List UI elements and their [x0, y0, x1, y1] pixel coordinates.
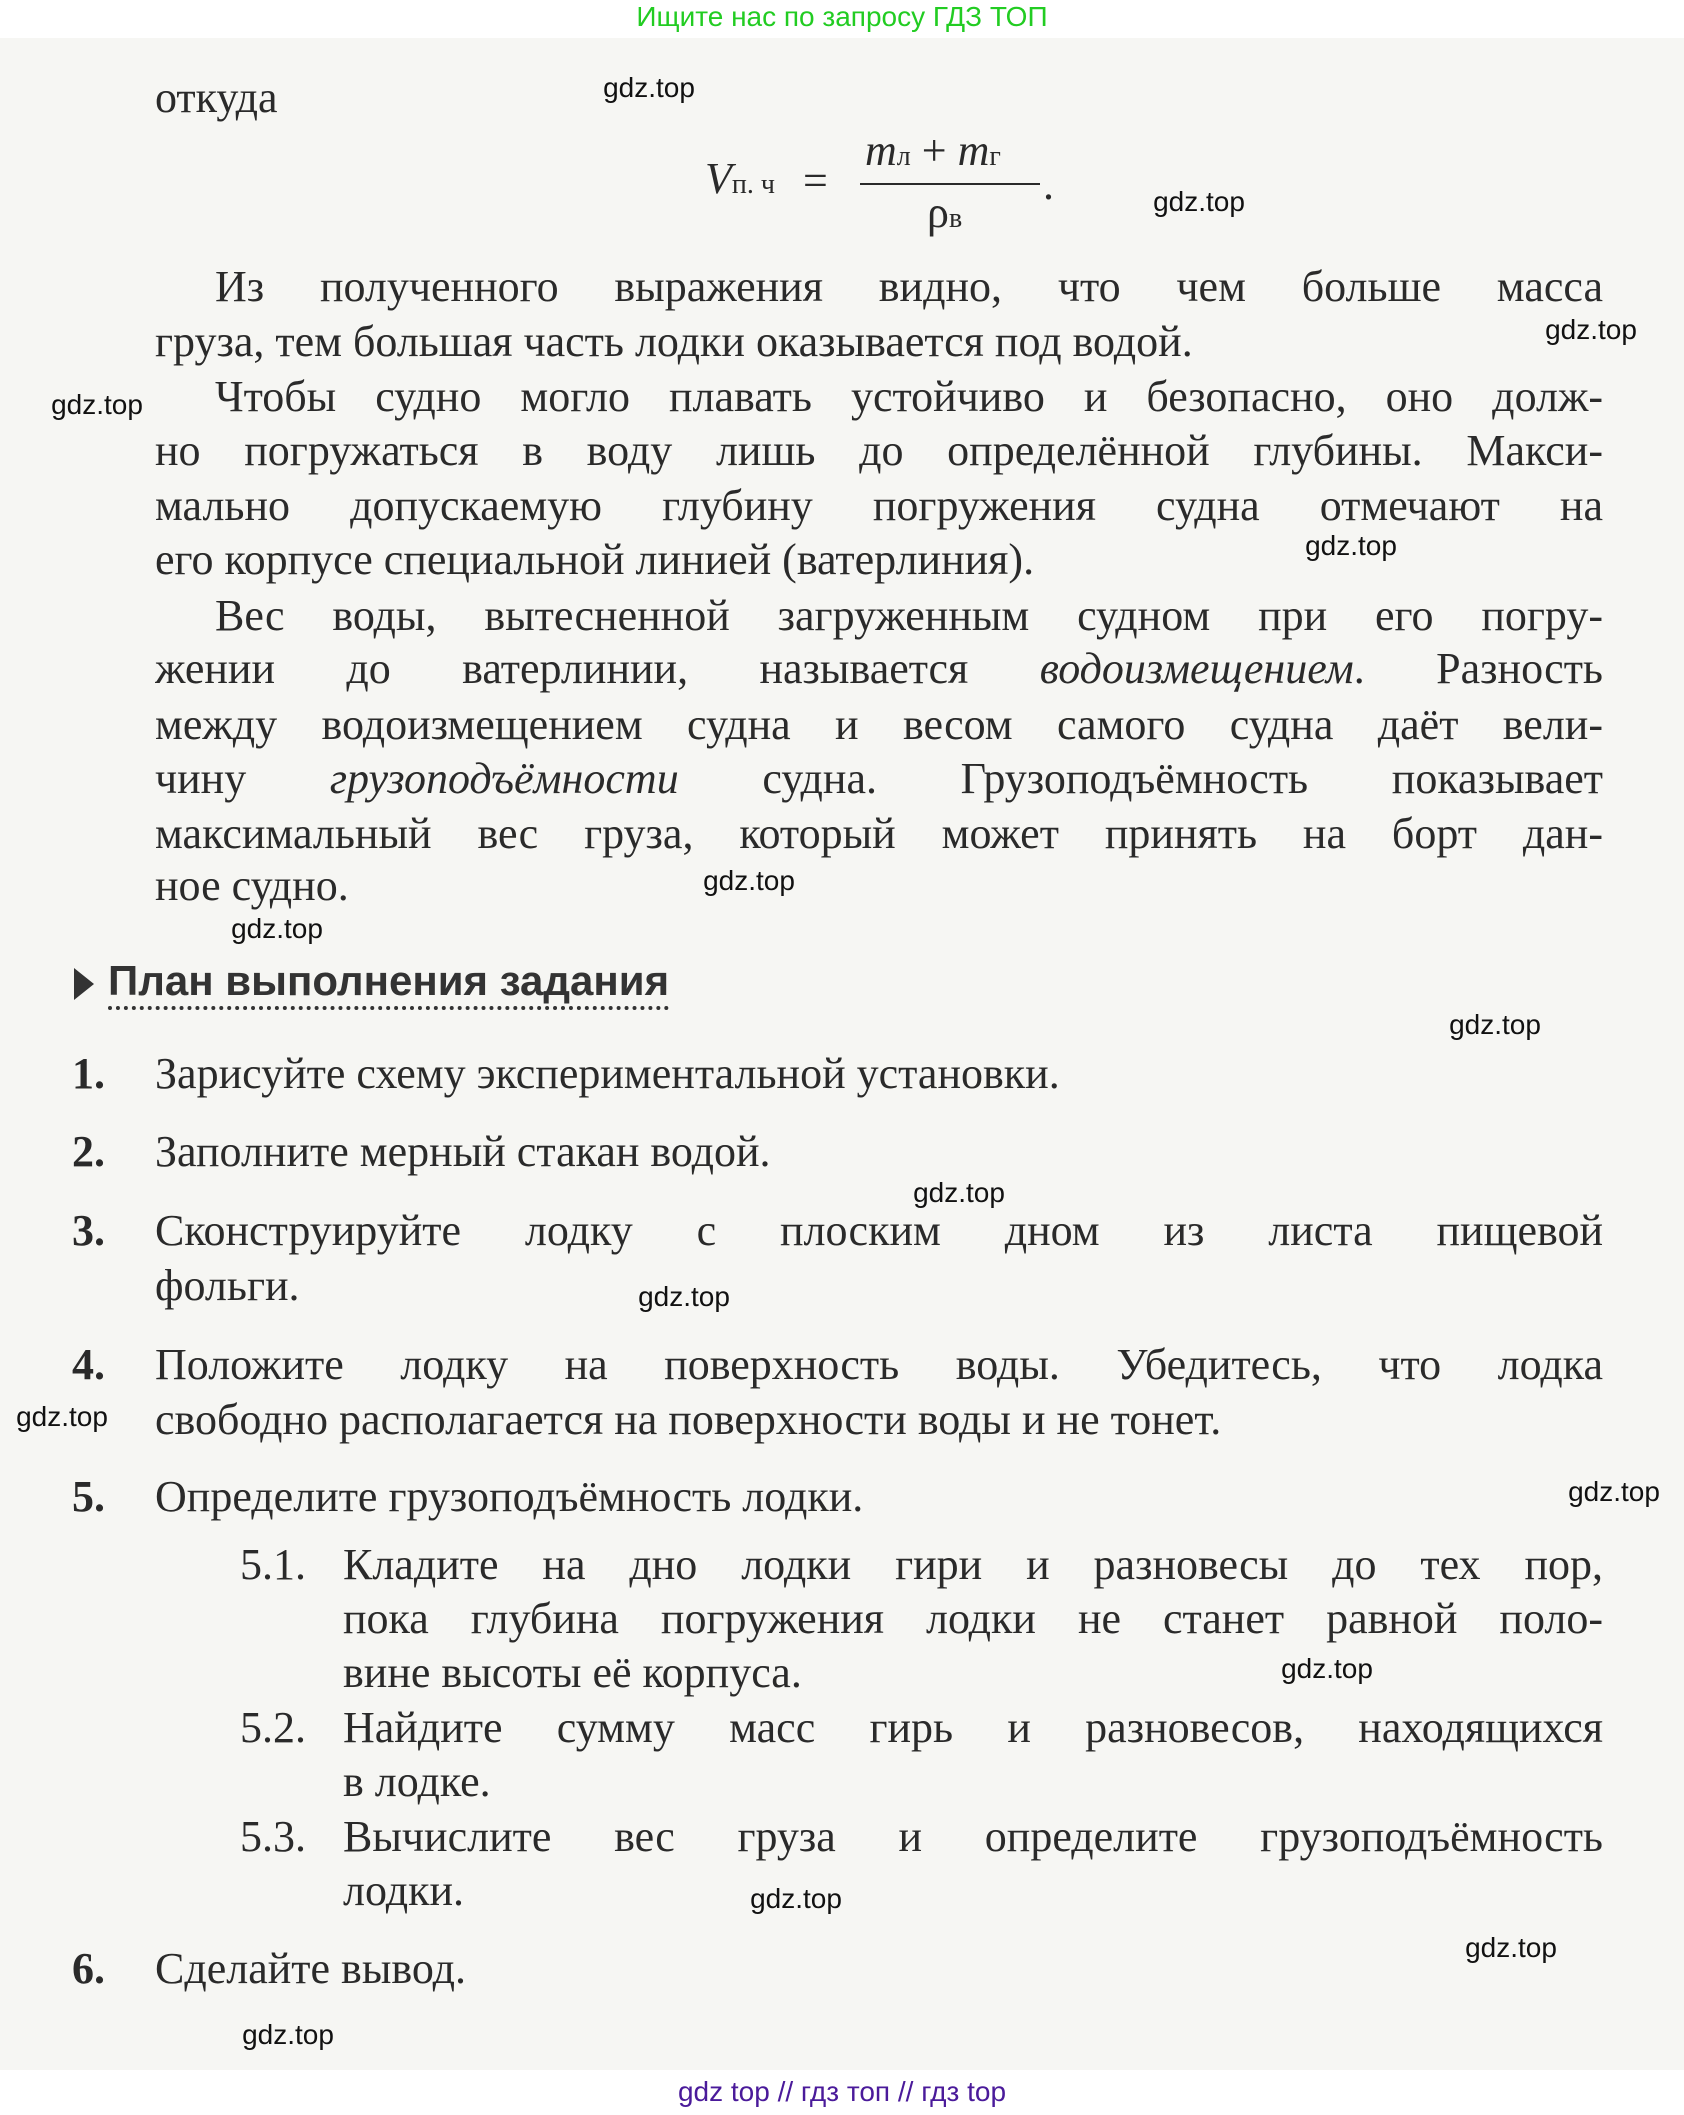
term-capacity: грузоподъёмности [329, 754, 679, 803]
watermark: gdz.top [703, 865, 795, 896]
footer-links: gdz top // гдз топ // гдз top [677, 2076, 1007, 2107]
step-number: 3. [72, 1206, 105, 1255]
paragraph-line: Чтобы судно могло плавать устойчиво и безопасно, оно долж- [215, 372, 1603, 421]
step-number: 2. [72, 1127, 105, 1176]
paragraph-line: мально допускаемую глубину погружения судна отмечают на [155, 481, 1603, 530]
step-text: Сделайте вывод. [155, 1944, 466, 1993]
watermark: gdz.top [1449, 1009, 1541, 1040]
substep-number: 5.3. [240, 1812, 306, 1861]
paragraph-line: Вес воды, вытесненной загруженным судном при его погру- [215, 591, 1603, 640]
watermark: gdz.top [242, 2019, 334, 2050]
step-text: Определите грузоподъёмность лодки. [155, 1472, 864, 1521]
formula-denominator: ρв [927, 188, 963, 237]
watermark: gdz.top [913, 1177, 1005, 1208]
formula [705, 125, 1065, 235]
formula-lhs: Vп. ч [705, 154, 775, 203]
step-number: 6. [72, 1944, 105, 1993]
paragraph-line: чину грузоподъёмности судна. Грузоподъёмность показывает [155, 754, 1603, 803]
paragraph-line: ное судно. [155, 861, 349, 910]
watermark: gdz.top [1465, 1932, 1557, 1963]
watermark: gdz.top [603, 72, 695, 103]
substep-text: Найдите сумму масс гирь и разновесов, находящихся [343, 1703, 1603, 1752]
step-number: 1. [72, 1049, 105, 1098]
fraction-bar [860, 183, 1040, 185]
substep-text: в лодке. [343, 1757, 491, 1806]
triangle-bullet-icon [74, 968, 94, 1000]
plan-heading: План выполнения задания [74, 954, 669, 1008]
substep-text: Кладите на дно лодки гири и разновесы до тех пор, [343, 1540, 1603, 1589]
watermark: gdz.top [750, 1883, 842, 1914]
step-number: 5. [72, 1472, 105, 1521]
term-displacement: водоизмещением [1039, 644, 1354, 693]
step-text: Зарисуйте схему экспериментальной установки. [155, 1049, 1060, 1098]
step-text: свободно располагается на поверхности воды и не тонет. [155, 1395, 1222, 1444]
substep-text: пока глубина погружения лодки не станет равной поло- [343, 1594, 1603, 1643]
watermark: gdz.top [1153, 186, 1245, 217]
step-number: 4. [72, 1340, 105, 1389]
formula-numerator: mл + mг [865, 126, 1001, 175]
step-text: Сконструируйте лодку с плоским дном из листа пищевой [155, 1206, 1603, 1255]
watermark: gdz.top [51, 389, 143, 420]
watermark: gdz.top [16, 1401, 108, 1432]
substep-text: Вычислите вес груза и определите грузоподъёмность [343, 1812, 1603, 1861]
paragraph-line: его корпусе специальной линией (ватерлиния). [155, 535, 1035, 584]
substep-number: 5.1. [240, 1540, 306, 1589]
watermark: gdz.top [1305, 530, 1397, 561]
watermark: gdz.top [1545, 314, 1637, 345]
paragraph-line: максимальный вес груза, который может принять на борт дан- [155, 809, 1603, 858]
search-banner: Ищите нас по запросу ГДЗ ТОП [636, 1, 1048, 32]
watermark: gdz.top [231, 913, 323, 944]
substep-text: лодки. [343, 1866, 464, 1915]
intro-word: откуда [155, 73, 278, 122]
paragraph-line: но погружаться в воду лишь до определённой глубины. Макси- [155, 426, 1603, 475]
formula-equals: = [803, 156, 828, 205]
step-text: фольги. [155, 1261, 300, 1310]
paragraph-line: Из полученного выражения видно, что чем больше масса [215, 262, 1603, 311]
step-text: Положите лодку на поверхность воды. Убедитесь, что лодка [155, 1340, 1603, 1389]
formula-period: . [1043, 160, 1054, 209]
paragraph-line: жении до ватерлинии, называется водоизмещением. Разность [155, 644, 1603, 693]
step-text: Заполните мерный стакан водой. [155, 1127, 771, 1176]
watermark: gdz.top [638, 1281, 730, 1312]
paragraph-line: груза, тем большая часть лодки оказывается под водой. [155, 317, 1193, 366]
substep-text: вине высоты её корпуса. [343, 1648, 802, 1697]
watermark: gdz.top [1281, 1653, 1373, 1684]
substep-number: 5.2. [240, 1703, 306, 1752]
paragraph-line: между водоизмещением судна и весом самого судна даёт вели- [155, 700, 1603, 749]
watermark: gdz.top [1568, 1476, 1660, 1507]
